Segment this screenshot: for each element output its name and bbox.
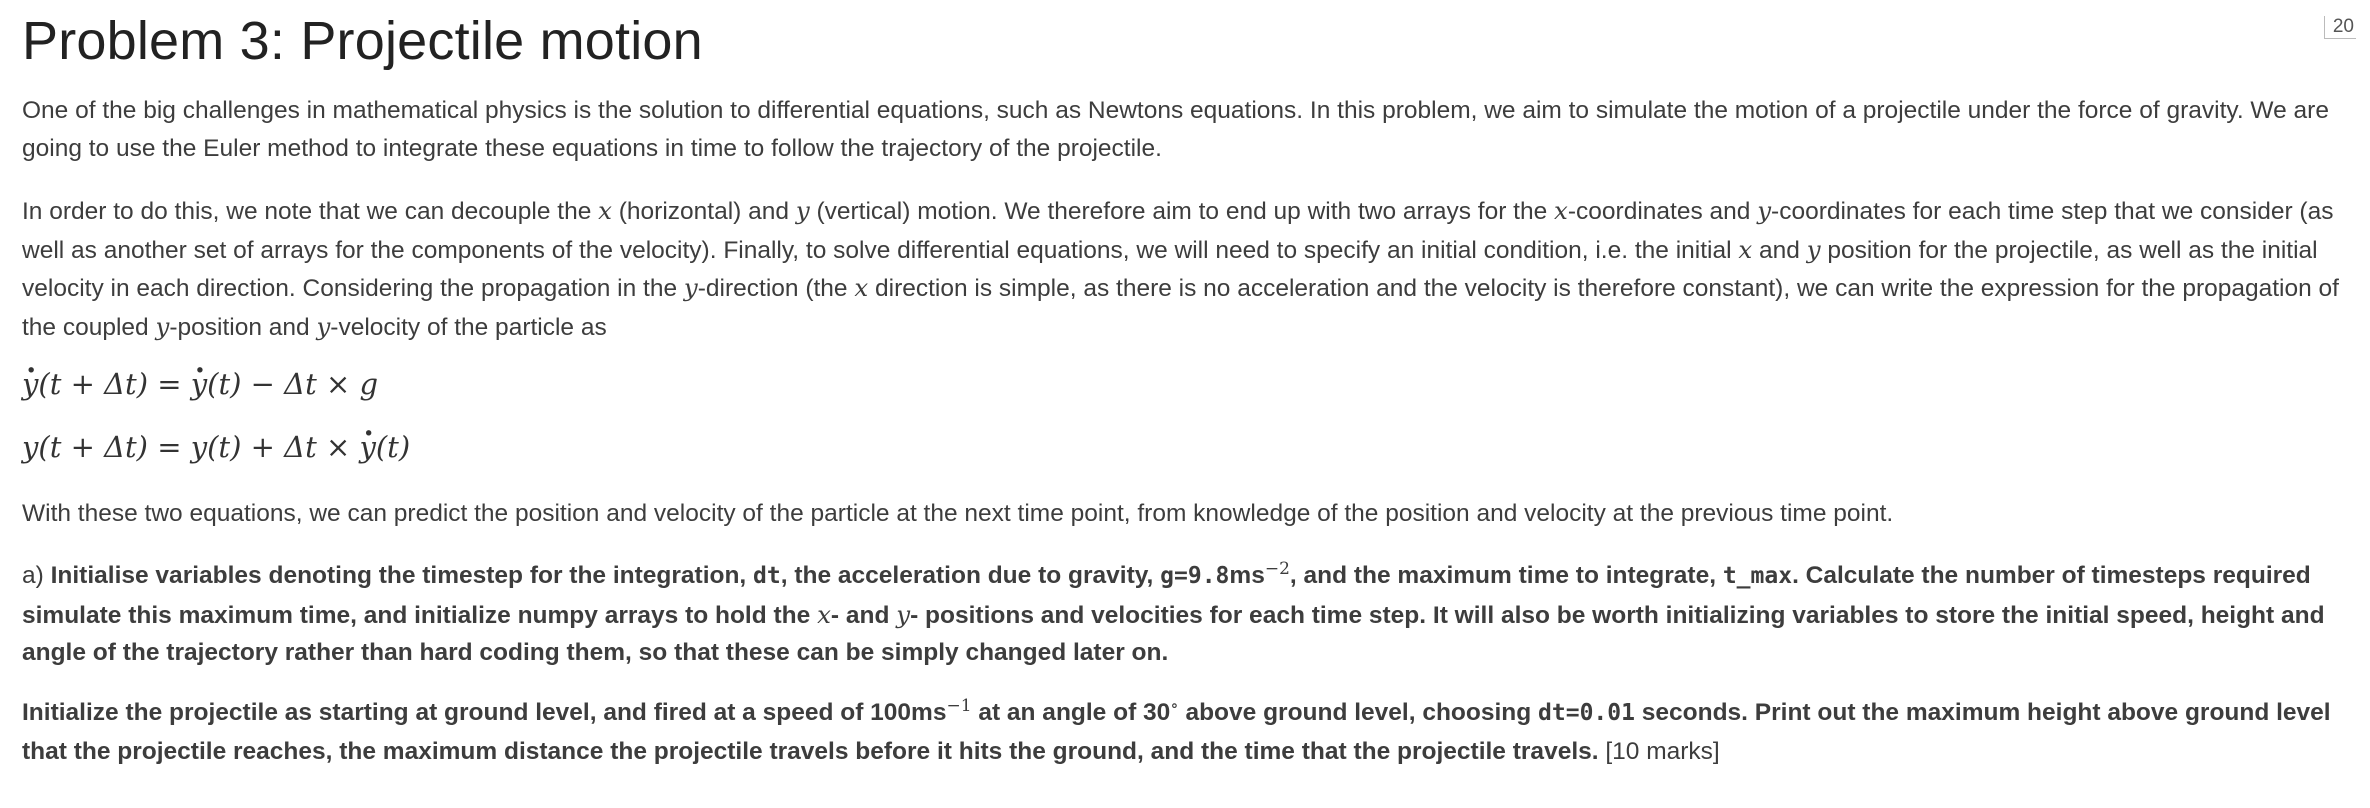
cell-counter: 20 bbox=[2324, 16, 2356, 39]
initial-conditions-paragraph: Initialize the projectile as starting at ground level, and fired at a speed of $100ms^{-1}$ at an angle of 30∘ above ground level, choosing dt=0.01 seconds. Print out the maximum height above ground level that the projectile reaches, the maximum distance the projectile travels before it hits the ground, and the time that the projectile travels. [10 marks] bbox=[22, 695, 2331, 765]
part-a-paragraph: a) Initialise variables denoting the timestep for the integration, dt, the acceleration due to gravity, $g=9.8ms^{-2}$, and the maximum time to integrate, t_max. Calculate the number of timesteps required simulate this maximum time, and initialize numpy arrays to hold the x- and y- positions and velocities for each time step. It will also be worth initializing variables to store the initial speed, height and angle of the trajectory rather than hard coding them, so that these can be simply changed later on. bbox=[22, 558, 2325, 666]
velocity-update-equation: · y(t + Δt) = · y(t) − Δt × g bbox=[22, 367, 378, 401]
position-update-equation: y(t + Δt) = y(t) + Δt × · y(t) bbox=[22, 430, 410, 464]
decouple-paragraph: In order to do this, we note that we can decouple the x (horizontal) and y (vertical) motion. We therefore aim to end up with two arrays for the x-coordinates and y-coordinates for each time step that we consider (as well as another set of arrays for the components of the velocity). Finally, to solve differential equations, we will need to specify an initial condition, i.e. the initial x and y position for the projectile, as well as the initial velocity in each direction. Considering the propagation in the y-direction (the x direction is simple, as there is no acceleration and the velocity is therefore constant), we can write the expression for the propagation of the coupled y-position and y-velocity of the particle as bbox=[22, 196, 2339, 341]
page-title: Problem 3: Projectile motion bbox=[22, 11, 703, 71]
prediction-paragraph: With these two equations, we can predict the position and velocity of the particle at the next time point, from knowledge of the position and velocity at the previous time point. bbox=[22, 500, 1894, 527]
intro-paragraph: One of the big challenges in mathematical physics is the solution to differential equations, such as Newtons equations. In this problem, we aim to simulate the motion of a projectile under the force of gravity. We are going to use the Euler method to integrate these equations in time to follow the trajectory of the projectile. bbox=[22, 97, 2329, 162]
